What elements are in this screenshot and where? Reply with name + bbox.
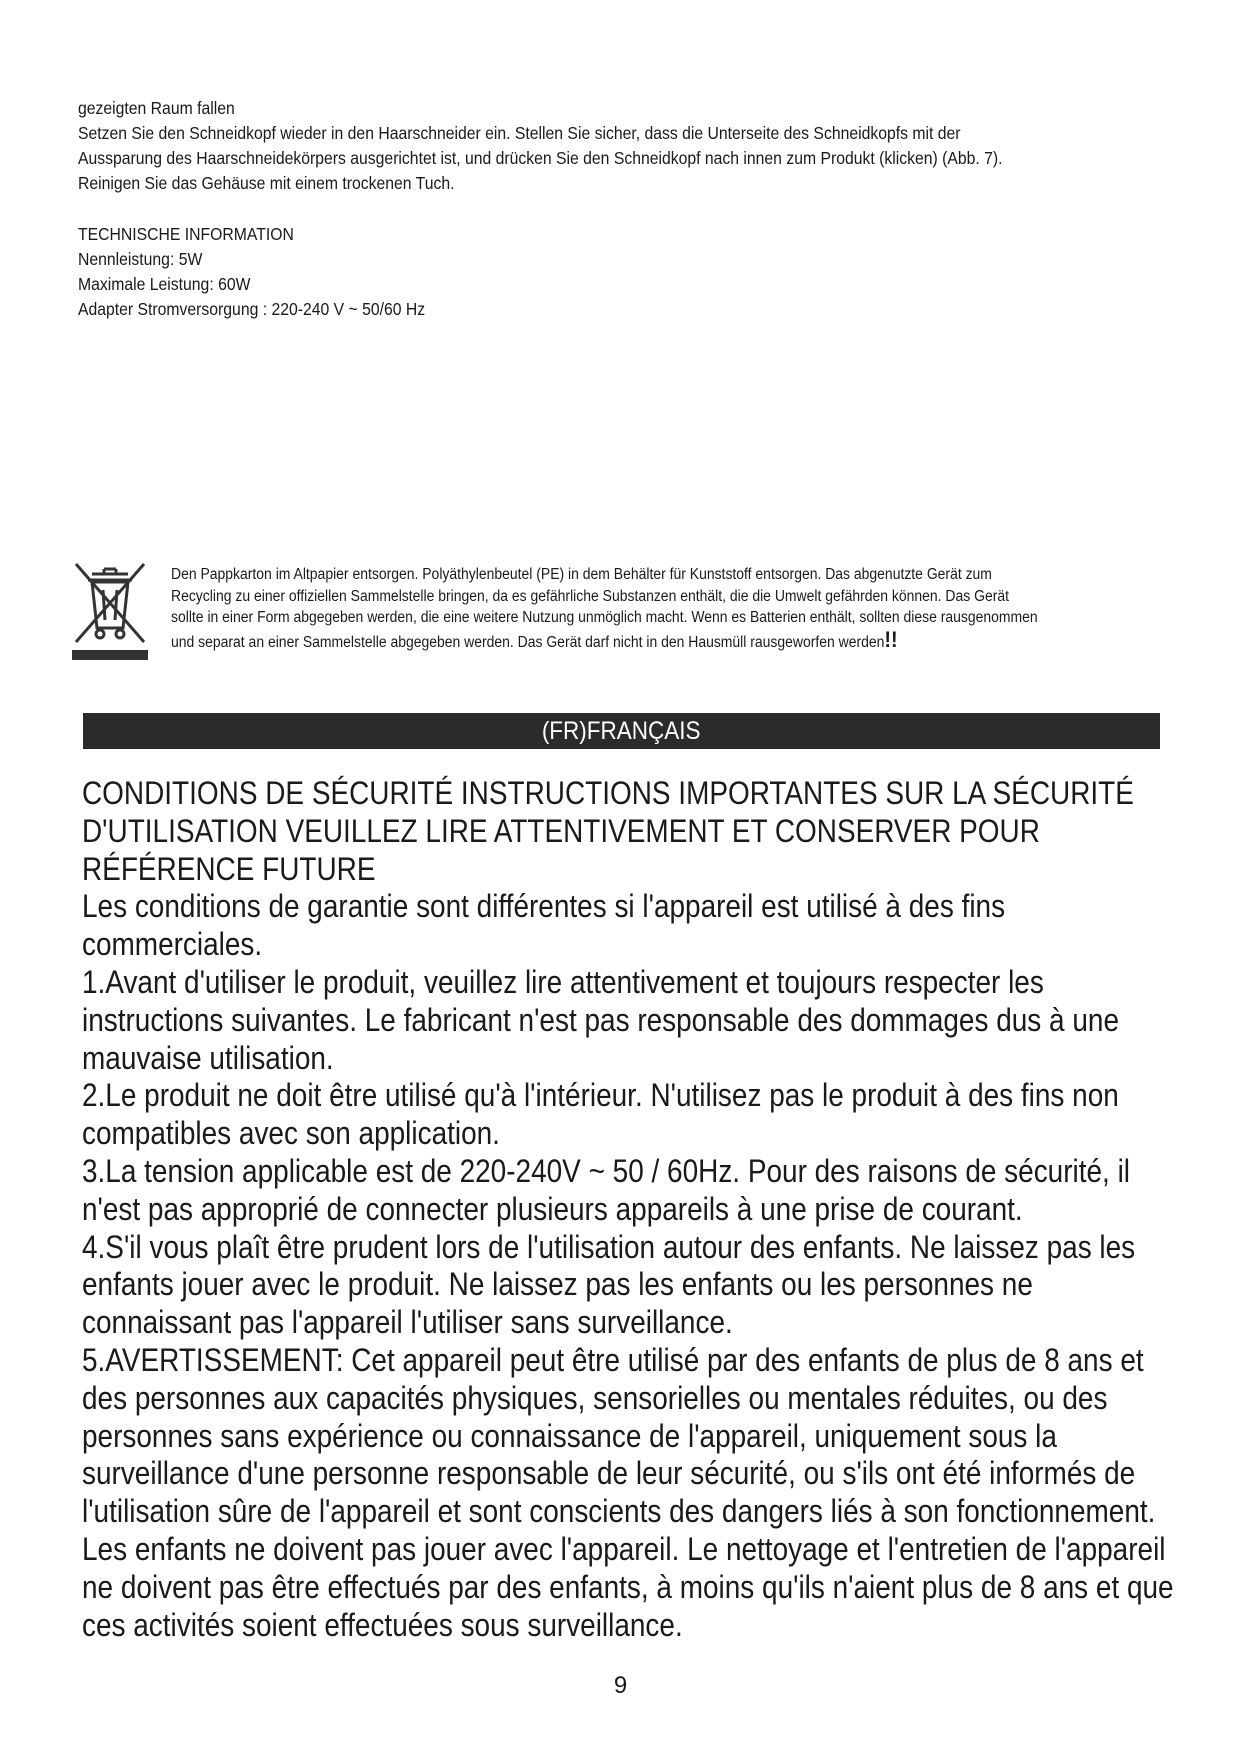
text-line: Recycling zu einer offiziellen Sammelstelle bringen, da es gefährliche Substanzen enthält, die die Umwelt gefährden können. Das Gerät bbox=[171, 587, 1009, 605]
tech-line: Adapter Stromversorgung : 220-240 V ~ 50/60 Hz bbox=[78, 299, 426, 319]
weee-crossed-bin-icon bbox=[70, 560, 150, 662]
fr-heading-line: D'UTILISATION VEUILLEZ LIRE ATTENTIVEMENT ET CONSERVER POUR bbox=[82, 812, 1040, 849]
text-line-content: und separat an einer Sammelstelle abgegeben werden. Das Gerät darf nicht in den Hausmüll rausgeworfen werden bbox=[171, 633, 885, 651]
text-line: Reinigen Sie das Gehäuse mit einem trockenen Tuch. bbox=[78, 173, 455, 193]
fr-text-line: 5.AVERTISSEMENT: Cet appareil peut être utilisé par des enfants de plus de 8 ans et bbox=[82, 1341, 1144, 1378]
fr-text-line: commerciales. bbox=[82, 926, 263, 963]
fr-text-line: n'est pas approprié de connecter plusieurs appareils à une prise de courant. bbox=[82, 1190, 1023, 1227]
fr-text-line: connaissant pas l'appareil l'utiliser sans surveillance. bbox=[82, 1304, 733, 1341]
text-line: Den Pappkarton im Altpapier entsorgen. Polyäthylenbeutel (PE) in dem Behälter für Kunststoff entsorgen. Das abgenutzte Gerät zum bbox=[171, 566, 992, 583]
fr-text-line: 4.S'il vous plaît être prudent lors de l'utilisation autour des enfants. Ne laissez pas les bbox=[82, 1228, 1136, 1265]
fr-text-line: enfants jouer avec le produit. Ne laissez pas les enfants ou les personnes ne bbox=[82, 1266, 1033, 1303]
fr-heading-line: CONDITIONS DE SÉCURITÉ INSTRUCTIONS IMPORTANTES SUR LA SÉCURITÉ bbox=[82, 775, 1134, 811]
fr-heading-line: RÉFÉRENCE FUTURE bbox=[82, 850, 376, 887]
tech-heading: TECHNISCHE INFORMATION bbox=[78, 224, 294, 244]
recycling-notice bbox=[171, 564, 1071, 653]
fr-text-line: Les enfants ne doivent pas jouer avec l'appareil. Le nettoyage et l'entretien de l'appareil bbox=[82, 1530, 1166, 1567]
fr-text-line: ne doivent pas être effectués par des enfants, à moins qu'ils n'aient plus de 8 ans et que bbox=[82, 1568, 1174, 1605]
fr-text-line: compatibles avec son application. bbox=[82, 1115, 500, 1152]
text-line bbox=[171, 626, 1071, 654]
page-number: 9 bbox=[613, 1672, 628, 1699]
text-line: sollte in einer Form abgegeben werden, die eine weitere Nutzung unmöglich macht. Wenn es Batterien enthält, sollten diese rausgenommen bbox=[171, 609, 1038, 626]
fr-text-line: Les conditions de garantie sont différentes si l'appareil est utilisé à des fins bbox=[82, 888, 1006, 925]
text-line: Setzen Sie den Schneidkopf wieder in den Haarschneider ein. Stellen Sie sicher, dass die Unterseite des Schneidkopfs mit der bbox=[78, 123, 961, 143]
fr-text-line: 2.Le produit ne doit être utilisé qu'à l'intérieur. N'utilisez pas le produit à des fins non bbox=[82, 1077, 1119, 1114]
exclamation-marks: !! bbox=[884, 626, 898, 652]
fr-text-line: personnes sans expérience ou connaissance de l'appareil, uniquement sous la bbox=[82, 1417, 1057, 1454]
fr-text-line: instructions suivantes. Le fabricant n'est pas responsable des dommages dus à une bbox=[82, 1001, 1119, 1038]
fr-text-line: l'utilisation sûre de l'appareil et sont conscients des dangers liés à son fonctionnement. bbox=[82, 1493, 1156, 1530]
fr-text-line: ces activités soient effectuées sous surveillance. bbox=[82, 1606, 683, 1643]
tech-line: Nennleistung: 5W bbox=[78, 249, 203, 269]
french-safety-instructions bbox=[82, 775, 1174, 1644]
technical-information bbox=[78, 222, 425, 322]
tech-line: Maximale Leistung: 60W bbox=[78, 274, 251, 294]
fr-text-line: des personnes aux capacités physiques, sensorielles ou mentales réduites, ou des bbox=[82, 1379, 1108, 1416]
fr-text-line: 1.Avant d'utiliser le produit, veuillez lire attentivement et toujours respecter les bbox=[82, 963, 1044, 1000]
german-maintenance-text bbox=[78, 96, 1003, 196]
language-section-header bbox=[83, 713, 1160, 749]
fr-text-line: surveillance d'une personne responsable de leur sécurité, ou s'ils ont été informés de bbox=[82, 1455, 1136, 1492]
text-line: gezeigten Raum fallen bbox=[78, 98, 235, 118]
fr-text-line: mauvaise utilisation. bbox=[82, 1039, 334, 1076]
language-label: (FR)FRANÇAIS bbox=[542, 717, 701, 745]
text-line: Aussparung des Haarschneidekörpers ausgerichtet ist, und drücken Sie den Schneidkopf nach innen zum Produkt (klicken) (Abb. 7). bbox=[78, 148, 1003, 168]
fr-text-line: 3.La tension applicable est de 220-240V ~ 50 / 60Hz. Pour des raisons de sécurité, il bbox=[82, 1152, 1131, 1189]
